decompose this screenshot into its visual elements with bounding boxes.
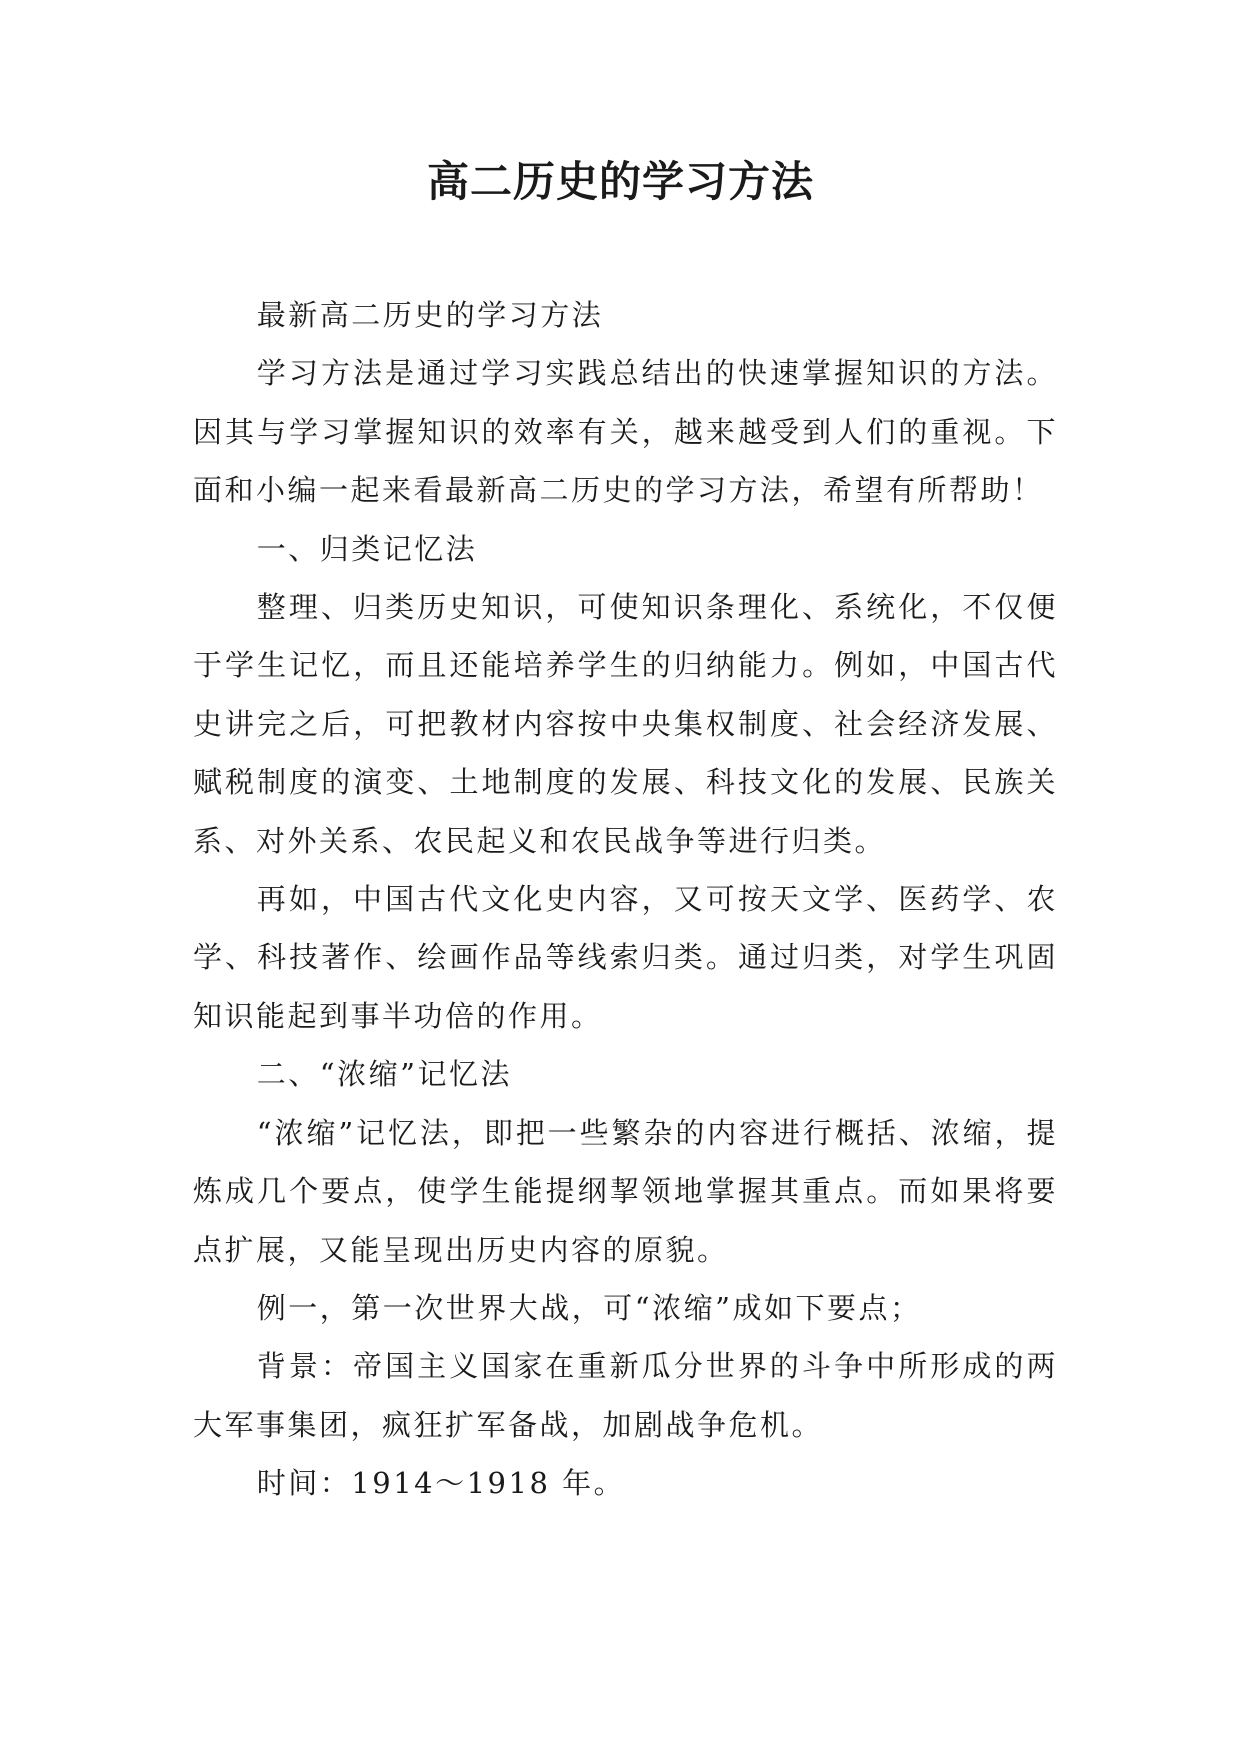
paragraph-condense-1: “浓缩”记忆法，即把一些繁杂的内容进行概括、浓缩，提炼成几个要点，使学生能提纲挈领地掌握其重点。而如果将要点扩展，又能呈现出历史内容的原貌。 [193, 1115, 1058, 1267]
section-heading-1: 一、归类记忆法 [256, 531, 478, 566]
document-title: 高二历史的学习方法 [426, 157, 814, 206]
paragraph-classify-2: 再如，中国古代文化史内容，又可按天文学、医药学、农学、科技著作、绘画作品等线索归类。通过归类，对学生巩固知识能起到事半功倍的作用。 [193, 882, 1058, 1033]
paragraph-background: 背景：帝国主义国家在重新瓜分世界的斗争中所形成的两大军事集团，疯狂扩军备战，加剧战争危机。 [193, 1349, 1058, 1442]
paragraph-subtitle: 最新高二历史的学习方法 [256, 298, 604, 332]
document-body [193, 286, 1058, 1513]
paragraph-time: 时间：1914～1918 年。 [256, 1466, 626, 1501]
paragraph-classify-1: 整理、归类历史知识，可使知识条理化、系统化，不仅便于学生记忆，而且还能培养学生的归纳能力。例如，中国古代史讲完之后，可把教材内容按中央集权制度、社会经济发展、赋税制度的演变、土地制度的发展、科技文化的发展、民族关系、对外关系、农民起义和农民战争等进行归类。 [193, 590, 1058, 858]
paragraph-example-1: 例一，第一次世界大战，可“浓缩”成如下要点； [256, 1290, 922, 1325]
section-heading-2: 二、“浓缩”记忆法 [256, 1057, 512, 1092]
paragraph-intro: 学习方法是通过学习实践总结出的快速掌握知识的方法。因其与学习掌握知识的效率有关，越来越受到人们的重视。下面和小编一起来看最新高二历史的学习方法，希望有所帮助！ [193, 356, 1058, 508]
